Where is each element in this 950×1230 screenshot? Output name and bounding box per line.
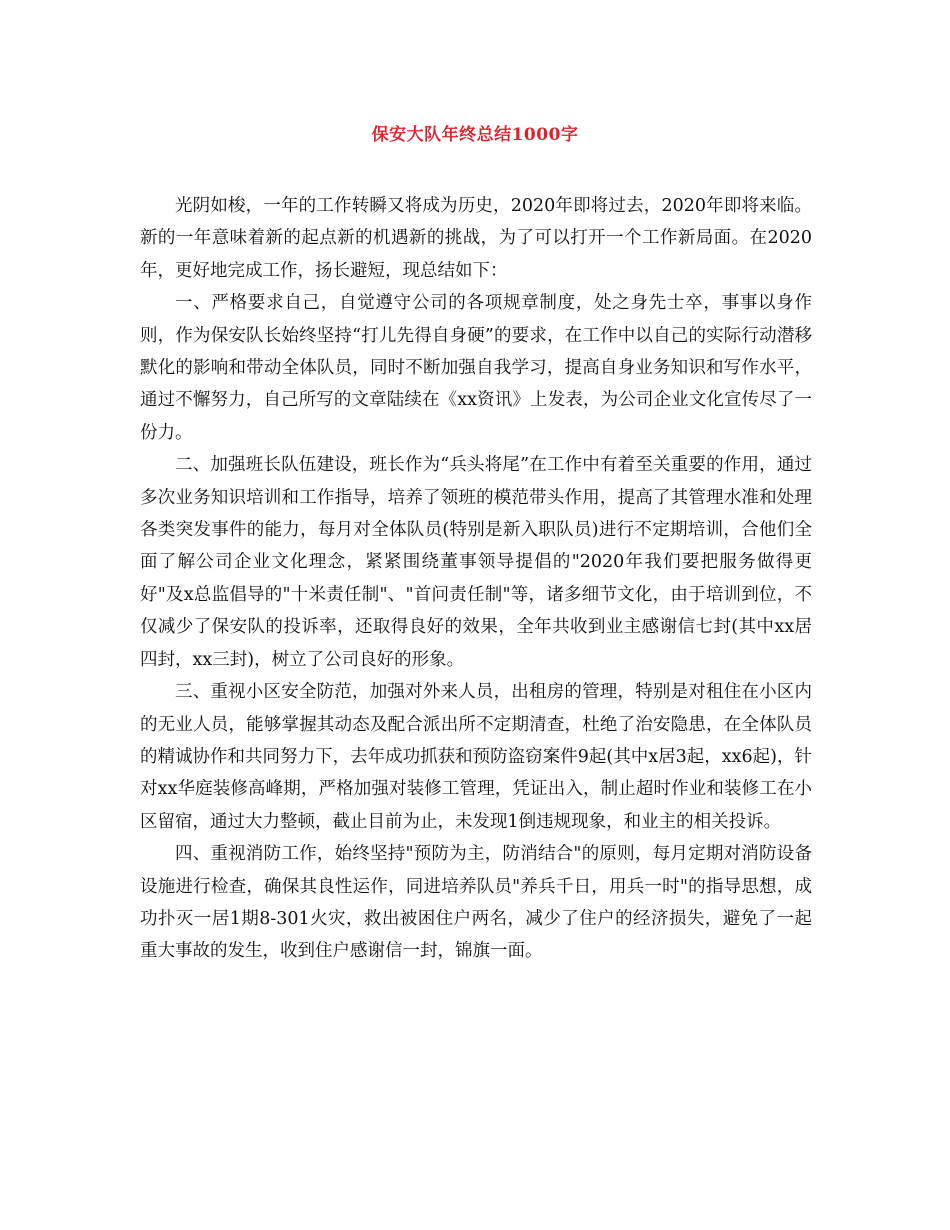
paragraph-section-2: 二、加强班长队伍建设，班长作为“兵头将尾”在工作中有着至关重要的作用，通过多次业务知识培训和工作指导，培养了领班的模范带头作用，提高了其管理水准和处理各类突发事件的能力，每月对全体队员(特别是新入职队员)进行不定期培训，合他们全面了解公司企业文化理念，紧紧围绕董事领导提倡的"2020年我们要把服务做得更好"及x总监倡导的"十米责任制"、"首问责任制"等，诸多细节文化，由于培训到位，不仅减少了保安队的投诉率，还取得良好的效果，全年共收到业主感谢信七封(其中xx居四封，xx三封)，树立了公司良好的形象。 — [140, 455, 812, 670]
paragraph-section-4: 四、重视消防工作，始终坚持"预防为主，防消结合"的原则，每月定期对消防设备设施进行检查，确保其良性运作，同进培养队员"养兵千日，用兵一时"的指导思想，成功扑灭一居1期8-301火灾，救出被困住户两名，减少了住户的经济损失，避免了一起重大事故的发生，收到住户感谢信一封，锦旗一面。 — [140, 844, 812, 962]
paragraph-section-3: 三、重视小区安全防范，加强对外来人员，出租房的管理，特别是对租住在小区内的无业人员，能够掌握其动态及配合派出所不定期清查，杜绝了治安隐患，在全体队员的精诚协作和共同努力下，去年成功抓获和预防盗窃案件9起(其中x居3起，xx6起)，针对xx华庭装修高峰期，严格加强对装修工管理，凭证出入，制止超时作业和装修工在小区留宿，通过大力整顿，截止目前为止，未发现1倒违规现象，和业主的相关投诉。 — [140, 682, 812, 832]
paragraph-section-1: 一、严格要求自己，自觉遵守公司的各项规章制度，处之身先士卒，事事以身作则，作为保安队长始终坚持“打儿先得自身硬”的要求，在工作中以自己的实际行动潜移默化的影响和带动全体队员，同时不断加强自我学习，提高自身业务知识和写作水平，通过不懈努力，自己所写的文章陆续在《xx资讯》上发表，为公司企业文化宣传尽了一份力。 — [140, 293, 812, 443]
paragraph-intro: 光阴如梭，一年的工作转瞬又将成为历史，2020年即将过去，2020年即将来临。新的一年意味着新的起点新的机遇新的挑战，为了可以打开一个工作新局面。在2020年，更好地完成工作，扬长避短，现总结如下： — [140, 196, 812, 281]
document-body — [140, 190, 812, 968]
document-title: 保安大队年终总结1000字 — [371, 125, 579, 145]
